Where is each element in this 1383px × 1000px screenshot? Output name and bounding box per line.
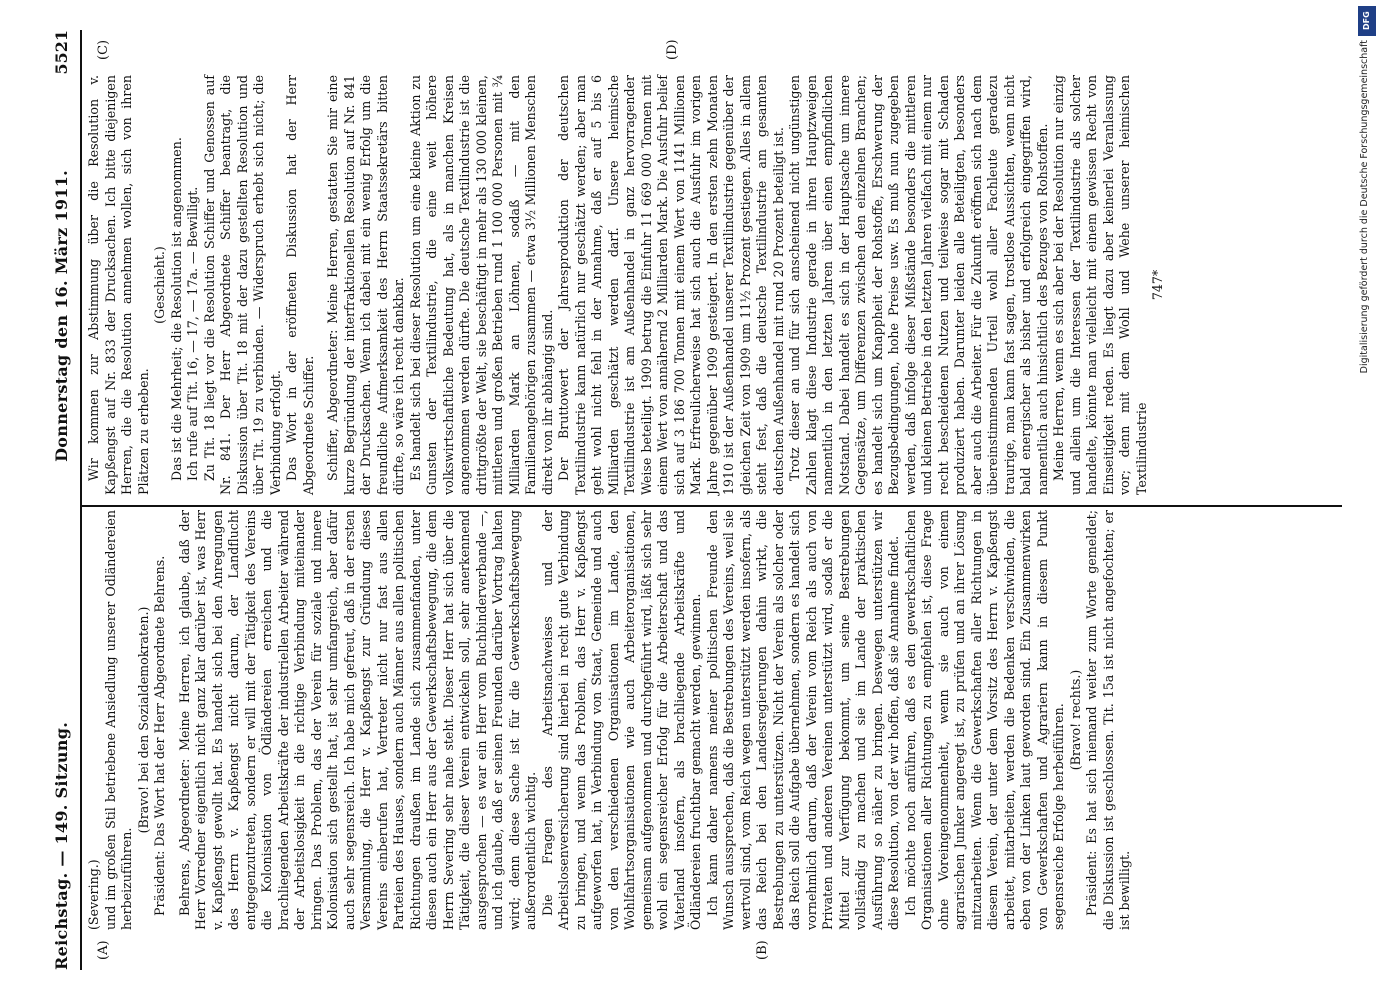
running-head [52,30,76,970]
dfg-logo-icon: DFG [1358,6,1376,36]
margin-mark-c: (C) [96,39,111,60]
paragraph: Zu Tit. 18 liegt vor die Resolution Schiffer und Genossen auf Nr. 841. Der Herr Abgeordnete Schiffer beantragt, die Diskussion über Tit. 18 mit der dazu gestellten Resolution und über Tit. 19 zu verbinden. — Widerspruch erhebt sich nicht; die Verbindung erfolgt. [201,75,283,495]
paragraph: Das ist die Mehrheit; die Resolution ist angenommen. [168,137,184,481]
paragraph: Der Bruttowert der Jahresproduktion der deutschen Textilindustrie kann natürlich nur geschätzt werden; aber man geht wohl nicht fehl in der Annahme, daß er auf 5 bis 6 Milliarden geschätzt werden darf. Unsere heimische Textilindustrie ist am Außenhandel in ganz hervorragender Weise beteiligt. 1909 betrug die Einfuhr 11 669 000 Tonnen mit einem Wert von annähernd 2 Milliarden Mark. Die Ausfuhr belief sich auf 3 186 700 Tonnen mit einem Wert von 1141 Millionen Mark. Erfreulicherweise hat sich auch die Ausfuhr im vorigen Jahre gegenüber 1909 gesteigert. In den ersten zehn Monaten 1910 ist der Außenhandel unserer Textilindustrie gegenüber der gleichen Zeit von 1909 um 11½ Prozent gestiegen. Alles in allem steht fest, daß die deutsche Textilindustrie am gesamten deutschen Außenhandel mit rund 20 Prozent beteiligt ist. [556,75,786,495]
footnote-mark: 747* [1150,269,1165,301]
digitization-credit [1355,0,1379,1000]
credit-text: Digitalisierung gefördert durch die Deutsche Forschungsgemeinschaft [1359,40,1370,374]
paragraph: Meine Herren, wenn es sich aber bei der Resolution nur einzig und allein um die Interessen der Textilindustrie als solcher handelte, könnte man vielleicht mit einem gewissen Recht von Einseitigkeit reden. Es liegt dazu aber keinerlei Veranlassung vor; denn mit dem Wohl und Wehe unserer heimischen Textilindustrie [1051,75,1149,495]
paragraph: Präsident: Das Wort hat der Herr Abgeordnete Behrens. [152,555,167,916]
right-column [86,75,1167,495]
margin-mark-a: (A) [96,940,111,960]
paragraph: Ich rufe auf Tit. 16, — 17, — 17a. — Bewilligt. [185,186,200,481]
column-divider [82,505,1342,507]
paragraph: Das Wort in der eröffneten Diskussion hat der Herr Abgeordnete Schiffer. [284,75,316,495]
paragraph: Ich kann daher namens meiner politischen Freunde den Wunsch aussprechen, daß die Bestrebungen des Vereins, weil sie wertvoll sind, vom Reich wegen unterstützt werden insofern, als das Reich bei den Landesregierungen dahin wirkt, die Bestrebungen zu unterstützen. Nicht der Verein als solcher oder das Reich soll die Aufgabe übernehmen, sondern es handelt sich vornehmlich darum, daß der Verein vom Reich als auch von Privaten und anderen Vereinen unterstützt wird, sodaß er die Mittel zur Verfügung bekommt, um seine Bestrebungen vollständig zu machen und sie im Lande der praktischen Ausführung so näher zu bringen. Deswegen unterstützen wir diese Resolution, von der wir hoffen, daß sie Annahme findet. [704,510,901,930]
left-column [86,510,1134,930]
applause-note: (Bravo! rechts.) [1067,669,1083,771]
paragraph: Wir kommen zur Abstimmung über die Resolution v. Kapßengst auf Nr. 833 der Drucksachen. Ich bitte diejenigen Herren, die die Resolution annehmen wollen, sich von ihren Plätzen zu erheben. [86,75,151,495]
paragraph: Behrens, Abgeordneter: Meine Herren, ich glaube, daß der Herr Vorredner eigentlich nicht ganz klar darüber ist, was Herr v. Kapßengst gewollt hat. Es handelt sich bei den Anregungen des Herrn v. Kapßengst nicht darum, der Landflucht entgegenzutreten, sondern er will mit der Tätigkeit des Vereins die Kolonisation von Ödländereien erreichen und die brachliegenden Arbeitskräfte der industriellen Arbeiter während der Arbeitslosigkeit in die richtige Verbindung miteinander bringen. Das Problem, das der Verein für soziale und innere Kolonisation sich gestellt hat, ist sehr umfangreich, aber dafür auch sehr segensreich. Ich habe mich gefreut, daß in der ersten Versammlung, die Herr v. Kapßengst zur Gründung dieses Vereins einberufen hat, Vertreter nicht nur fast aus allen Parteien des Hauses, sondern auch Männer aus allen politischen Richtungen draußen im Lande sich zusammenfanden, unter diesen auch ein Herr aus der Gewerkschaftsbewegung, die dem Herrn Severing sehr nahe steht. Dieser Herr hat sich über die Tätigkeit, die dieser Verein entwickeln soll, sehr anerkennend ausgesprochen — es war ein Herr vom Buchbinderverbande —, und ich glaube, daß er seinen Freunden darüber Vortrag halten wird; denn diese Sache ist für die Gewerkschaftsbewegung außerordentlich wichtig. [176,510,538,930]
page-number: 5521 [52,30,71,75]
paragraph: Es handelt sich bei dieser Resolution um eine kleine Aktion zu Gunsten der Textilindustrie, die eine weit höhere volkswirtschaftliche Bedeutung hat, als in manchen Kreisen angenommen werden dürfte. Die deutsche Textilindustrie ist die drittgrößte der Welt, sie beschäftigt in mehr als 130 000 kleinen, mittleren und großen Betrieben rund 1 100 000 Personen mit ¾ Milliarden Mark an Löhnen, sodaß — mit den Familienangehörigen zusammen — etwa 3½ Millionen Menschen direkt von ihr abhängig sind. [407,75,555,495]
header-left: Reichstag. — 149. Sitzung. [52,721,71,970]
speaker-tag: (Severing.) [86,859,101,930]
paragraph: Schiffer, Abgeordneter: Meine Herren, gestatten Sie mir eine kurze Begründung der interfraktionellen Resolution auf Nr. 841 der Drucksachen. Wenn ich dabei mit ein wenig Erfolg um die freundliche Aufmerksamkeit des Herrn Staatssekretärs bitten dürfte, so wäre ich recht dankbar. [325,75,406,495]
margin-mark-d: (D) [665,39,680,60]
paragraph: Präsident: Es hat sich niemand weiter zum Worte gemeldet; die Diskussion ist geschlossen. Tit. 15a ist nicht angefochten; er ist bewilligt. [1084,510,1132,930]
margin-mark-b: (B) [755,940,770,960]
header-rule [80,30,82,970]
paragraph: Die Fragen des Arbeitsnachweises und der Arbeitslosenversicherung sind hierbei in recht gute Verbindung zu bringen, und wenn das Problem, das Herr v. Kapßengst aufgeworfen hat, in Verbindung von Staat, Gemeinde und auch von den verschiedenen Organisationen im Lande, den Wohlfahrtsorganisationen wie auch Arbeiterorganisationen, gemeinsam aufgenommen und durchgeführt wird, läßt sich sehr wohl ein segensreicher Erfolg für die Arbeiterschaft und das Vaterland insofern, als brachliegende Arbeitskräfte und Ödländereien fruchtbar gemacht werden, gewinnen. [539,510,703,930]
paragraph: und im großen Stil betriebene Ansiedlung unserer Odländereien herbeizuführen. [102,510,134,930]
paragraph: Ich möchte noch anführen, daß es den gewerkschaftlichen Organisationen aller Richtungen zu empfehlen ist, diese Frage ohne Voreingenommenheit, wenn sie auch von einem agrarischen Junker angeregt ist, zu prüfen und an ihrer Lösung mitzuarbeiten. Wenn die Gewerkschaften aller Richtungen in diesem Verein, der unter dem Vorsitz des Herrn v. Kapßengst arbeitet, mitarbeiten, werden die Bedenken verschwinden, die eben von der Linken laut geworden sind. Ein Zusammenwirken von Gewerkschaften und Agrariern kann in diesem Punkt segensreiche Erfolge herbeiführen. [902,510,1066,930]
paragraph: Trotz dieser an und für sich anscheinend nicht ungünstigen Zahlen klagt diese Industrie gerade in ihren Hauptzweigen namentlich in den letzten Jahren über einen empfindlichen Notstand. Dabei handelt es sich in der Hauptsache um innere Gegensätze, um Differenzen zwischen den einzelnen Branchen; es handelt sich um Knappheit der Rohstoffe, Erschwerung der Bezugsbedingungen, hohe Preise usw. Es muß nun zugegeben werden, daß infolge dieser Mißstände besonders die mittleren und kleinen Betriebe in den letzten Jahren vielfach mit einem nur recht bescheidenen Nutzen und teilweise sogar mit Schaden produziert haben. Darunter leiden alle Beteiligten, besonders aber auch die Arbeiter. Für die Zukunft eröffnen sich nach dem übereinstimmenden Urteil wohl aller Fachleute geradezu traurige, man kann fast sagen, trostlose Aussichten, wenn nicht bald energischer als bisher und erfolgreich eingegriffen wird, namentlich auch hinsichtlich des Bezuges von Rohstoffen. [787,75,1050,495]
procedural-note: (Geschieht.) [152,246,167,324]
applause-note: (Bravo! bei den Sozialdemokraten.) [135,606,151,834]
header-date: Donnerstag den 16. März 1911. [52,170,71,462]
